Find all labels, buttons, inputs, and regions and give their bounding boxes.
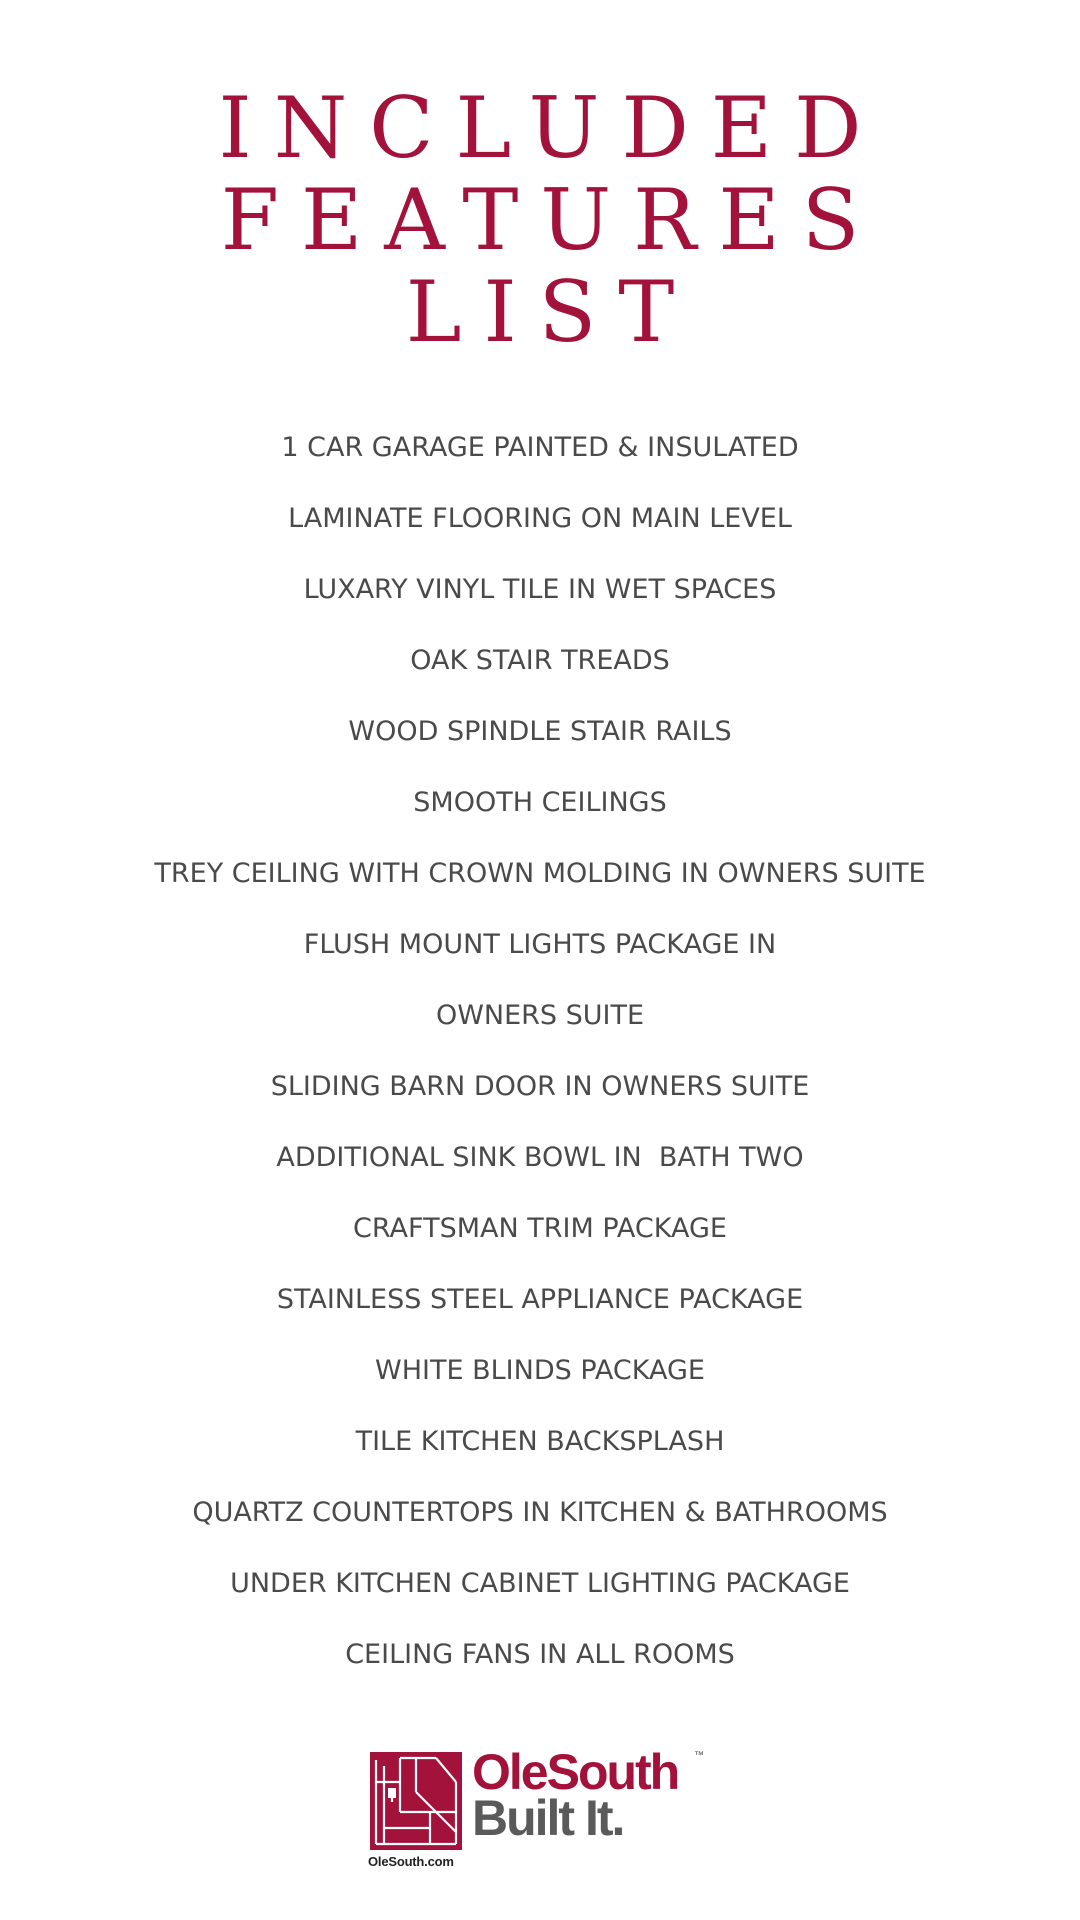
- house-blueprint-logo-icon: [370, 1752, 462, 1850]
- logo-name: OleSouth: [472, 1744, 679, 1800]
- feature-item: UNDER KITCHEN CABINET LIGHTING PACKAGE: [230, 1568, 850, 1599]
- trademark-symbol: ™: [694, 1750, 704, 1761]
- logo-tagline: Built It.: [472, 1790, 624, 1846]
- feature-item: LAMINATE FLOORING ON MAIN LEVEL: [288, 503, 792, 534]
- title-line-2: FEATURES: [220, 171, 882, 269]
- feature-item: TREY CEILING WITH CROWN MOLDING IN OWNERS SUITE: [154, 858, 926, 889]
- feature-item: OAK STAIR TREADS: [410, 645, 670, 676]
- feature-item: WOOD SPINDLE STAIR RAILS: [348, 716, 732, 747]
- feature-item: QUARTZ COUNTERTOPS IN KITCHEN & BATHROOMS: [192, 1497, 888, 1528]
- feature-item: SMOOTH CEILINGS: [413, 787, 667, 818]
- title-line-1: INCLUDED: [218, 79, 884, 177]
- feature-item: 1 CAR GARAGE PAINTED & INSULATED: [281, 432, 799, 463]
- feature-item: OWNERS SUITE: [435, 1000, 645, 1031]
- feature-item: ADDITIONAL SINK BOWL IN BATH TWO: [276, 1142, 804, 1173]
- feature-item: TILE KITCHEN BACKSPLASH: [355, 1426, 725, 1457]
- feature-item: WHITE BLINDS PACKAGE: [375, 1355, 705, 1386]
- feature-item: SLIDING BARN DOOR IN OWNERS SUITE: [270, 1071, 810, 1102]
- features-list: [0, 426, 1080, 1704]
- page-title: [0, 79, 1080, 361]
- feature-item: CRAFTSMAN TRIM PACKAGE: [353, 1213, 727, 1244]
- logo-url: OleSouth.com: [368, 1854, 454, 1869]
- title-line-3: LIST: [405, 263, 697, 361]
- company-logo: [368, 1744, 728, 1872]
- feature-item: CEILING FANS IN ALL ROOMS: [345, 1639, 735, 1670]
- feature-item: FLUSH MOUNT LIGHTS PACKAGE IN: [303, 929, 777, 960]
- feature-item: LUXARY VINYL TILE IN WET SPACES: [303, 574, 777, 605]
- feature-item: STAINLESS STEEL APPLIANCE PACKAGE: [276, 1284, 804, 1315]
